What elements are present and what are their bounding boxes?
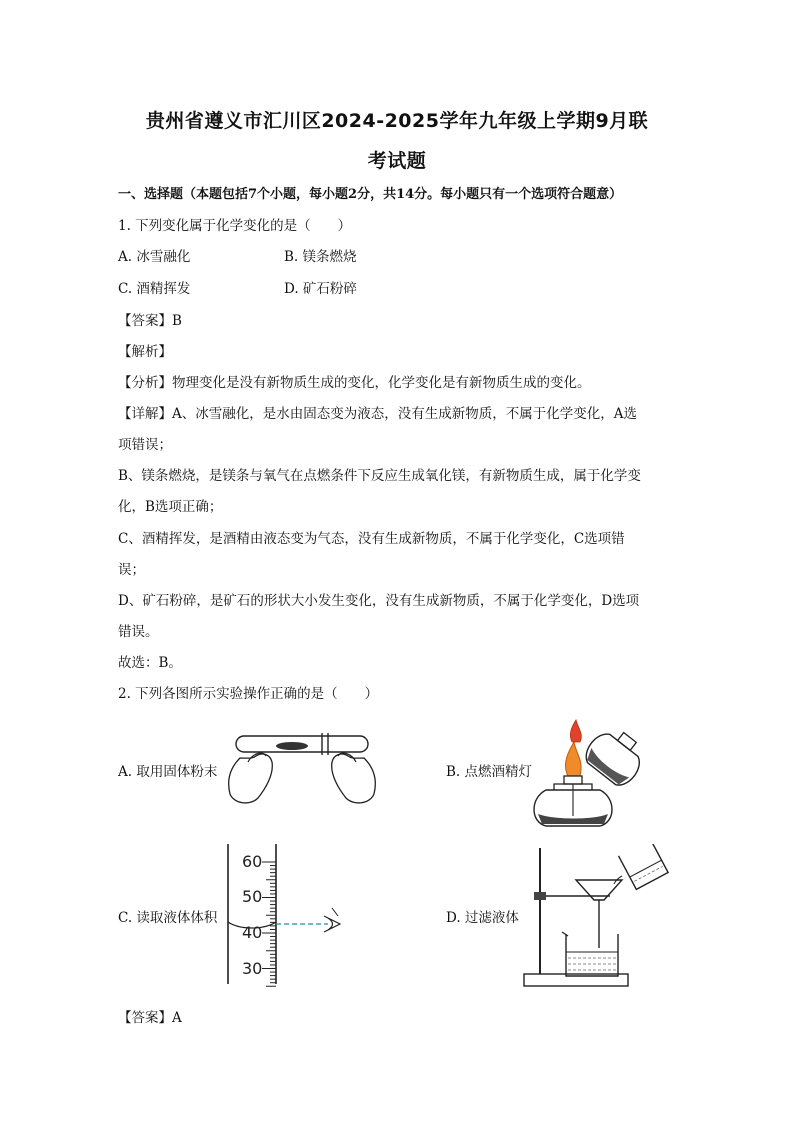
tick-label-30: 30: [242, 959, 263, 978]
q1-detail-line-3: B、镁条燃烧，是镁条与氧气在点燃条件下反应生成氧化镁，有新物质生成，属于化学变: [118, 468, 641, 484]
alcohol-lamp-figure: [524, 718, 648, 830]
q2-option-d: D. 过滤液体: [446, 910, 519, 926]
filtration-figure: [522, 844, 670, 992]
graduated-cylinder-figure: [220, 842, 350, 987]
q1-option-a: A. 冰雪融化: [118, 249, 191, 265]
left-hand: [229, 754, 273, 803]
title-line-1: 贵州省遵义市汇川区2024-2025学年九年级上学期9月联: [145, 110, 649, 132]
q1-detail-line-6: 误；: [118, 562, 145, 578]
title-line-2: 考试题: [367, 150, 427, 172]
q1-detail-line-2: 项错误；: [118, 437, 172, 453]
tick-label-40: 40: [242, 923, 263, 942]
tick-label-50: 50: [242, 887, 263, 906]
q1-detail-line-1: 【详解】A、冰雪融化，是水由固态变为液态，没有生成新物质，不属于化学变化，A选: [118, 406, 637, 422]
q1-stem: 1. 下列变化属于化学变化的是（ ）: [118, 218, 352, 234]
q1-option-c: C. 酒精挥发: [118, 281, 191, 297]
test-tube-hands-figure: [222, 728, 382, 810]
q2-option-b: B. 点燃酒精灯: [446, 764, 533, 780]
q2-option-c: C. 读取液体体积: [118, 910, 218, 926]
q1-detail-line-5: C、酒精挥发，是酒精由液态变为气态，没有生成新物质，不属于化学变化，C选项错: [118, 531, 625, 547]
q1-conclusion: 故选：B。: [118, 655, 182, 671]
q1-answer: 【答案】B: [118, 313, 182, 329]
solid-powder: [276, 742, 308, 750]
q1-detail-line-8: 错误。: [118, 624, 159, 640]
q1-analysis-label: 【解析】: [118, 344, 172, 360]
flame-icon: [566, 742, 582, 776]
tilted-lamp: [580, 721, 648, 790]
q1-detail-line-7: D、矿石粉碎，是矿石的形状大小发生变化，没有生成新物质，不属于化学变化，D选项: [118, 593, 640, 609]
q2-answer: 【答案】A: [118, 1010, 182, 1026]
right-hand: [332, 754, 376, 803]
section-heading: 一、选择题（本题包括7个小题，每小题2分，共14分。每小题只有一个选项符合题意）: [118, 187, 623, 202]
pouring-beaker: [618, 844, 668, 889]
q1-fenxi: 【分析】物理变化是没有新物质生成的变化，化学变化是有新物质生成的变化。: [118, 375, 591, 391]
tick-label-60: 60: [242, 852, 263, 871]
q1-detail-line-4: 化，B选项正确；: [118, 499, 223, 515]
q2-option-a: A. 取用固体粉末: [118, 764, 218, 780]
q1-option-b: B. 镁条燃烧: [284, 249, 357, 265]
q1-option-d: D. 矿石粉碎: [284, 281, 357, 297]
q2-stem: 2. 下列各图所示实验操作正确的是（ ）: [118, 686, 379, 702]
